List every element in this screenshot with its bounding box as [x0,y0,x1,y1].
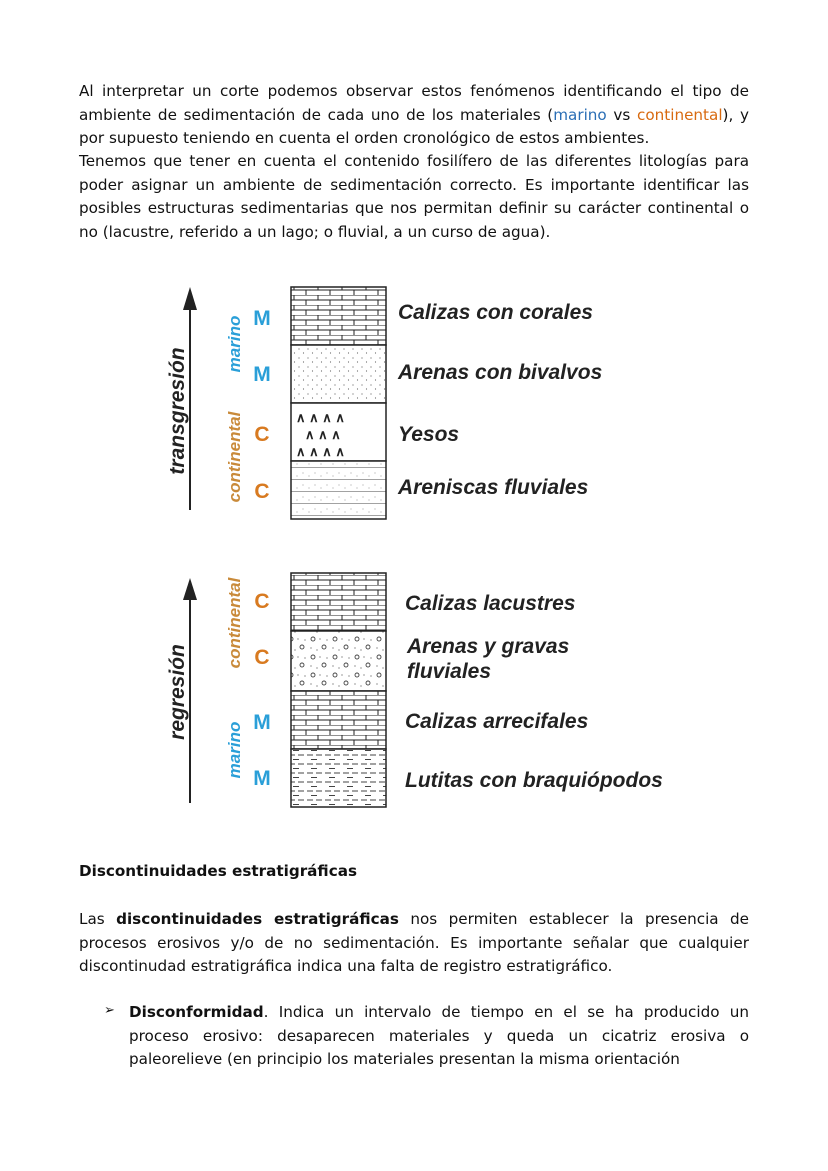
svg-text:∧ ∧ ∧ ∧: ∧ ∧ ∧ ∧ [296,410,345,425]
marino-word: marino [553,105,607,124]
layer-label: Calizas con corales [398,301,593,324]
svg-text:∧ ∧ ∧: ∧ ∧ ∧ [305,427,341,442]
env-marino-label: marino [225,721,244,779]
env-marino-label: marino [225,315,244,373]
layer-label: fluviales [407,660,492,683]
regresion-diagram [166,573,663,807]
layer-code: C [254,646,270,669]
layer-areniscas-fluviales [291,461,386,519]
arrow-head-icon [183,578,197,600]
layer-calizas-lacustres [291,573,386,631]
intro-paragraph-2: Tenemos que tener en cuenta el contenido fosilífero de las diferentes litologías para poder asignar un ambiente de sedimentación correcto. Es importante identificar las posibles estructuras sedimentarias que nos permitan definir su carácter continental o no (lacustre, referido a un lago; o fluvial, a un curso de agua). [79,152,749,241]
layer-label: Arenas y gravas [407,635,570,658]
transgresion-diagram [166,287,602,519]
intro-paragraph-1 [79,80,749,151]
layer-label: Calizas arrecifales [405,710,589,733]
layer-code: C [254,590,270,613]
layer-code: M [253,307,271,330]
stratigraphy-diagrams [0,275,828,815]
layer-code: C [254,480,270,503]
layer-label: Areniscas fluviales [398,476,589,499]
layer-code: M [253,363,271,386]
continental-word: continental [637,105,723,124]
layer-label: Yesos [398,423,460,446]
intro-text-end: ), y por supuesto teniendo en cuenta el orden cronológico de estos ambientes. [79,105,749,147]
bullet-paragraph [129,1001,749,1072]
layer-label: Lutitas con braquiópodos [405,769,663,792]
bullet-arrow-icon: ➢ [104,1003,115,1018]
layer-code: C [254,423,270,446]
layer-calizas-arrecifales [291,691,386,749]
regresion-label: regresión [166,644,189,740]
layer-arenas-y-gravas [291,631,386,691]
layer-label: Arenas con bivalvos [398,361,603,384]
bullet-term: Disconformidad [129,1003,264,1021]
layer-calizas-con-corales [291,287,386,345]
layer-arenas-con-bivalvos [291,345,386,403]
arrow-head-icon [183,287,197,310]
layer-lutitas [291,749,386,807]
vs-word: vs [606,105,638,124]
transgresion-label: transgresión [166,347,189,475]
layer-code: M [253,711,271,734]
bullet-text: . Indica un intervalo de tiempo en el se ha producido un proceso erosivo: desaparecen materiales y queda un cicatriz erosiva o paleorelieve (en principio los materiales presentan la misma orientación [129,1003,749,1068]
section-title: Discontinuidades estratigráficas [79,862,357,880]
layer-code: M [253,767,271,790]
section-bold-term: discontinuidades estratigráficas [116,910,399,928]
section-text-end: nos permiten establecer la presencia de procesos erosivos y/o de no sedimentación. Es importante señalar que cualquier discontinudad estratigráfica indica una falta de registro estratigráfico. [79,910,750,975]
section-paragraph [79,908,749,979]
env-continental-label: continental [225,411,244,503]
svg-text:∧ ∧ ∧ ∧: ∧ ∧ ∧ ∧ [296,444,345,459]
env-continental-label: continental [225,577,244,669]
layer-label: Calizas lacustres [405,592,576,615]
intro-text: Al interpretar un corte podemos observar estos fenómenos identificando el tipo de ambiente de sedimentación de cada uno de los materiales ( [79,82,749,124]
section-text: Las [79,910,117,928]
